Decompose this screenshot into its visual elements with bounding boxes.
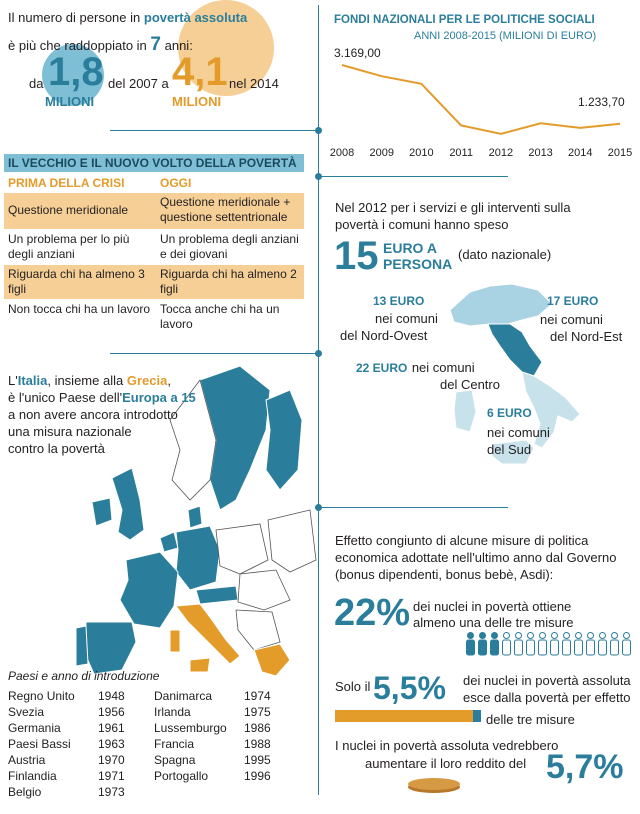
table-cell: Un problema degli anziani e dei giovani [160,232,299,261]
country-denmark [188,506,202,528]
x-tick-label: 2010 [409,147,434,159]
divider-top-left [110,130,320,131]
person-icon [513,632,524,656]
chart-subtitle: ANNI 2008-2015 (MILIONI DI EURO) [414,30,597,42]
country-row [8,784,148,800]
country-east [238,570,290,610]
country-finland [266,390,302,490]
x-tick-label: 2009 [369,147,394,159]
country-poland [216,524,268,574]
ne-text: del Nord-Est [550,329,623,344]
europe-text: contro la povertà [8,441,105,456]
country-row [8,720,148,736]
country-year: 1973 [98,785,125,799]
unit-2007: MILIONI [45,94,95,109]
unit-2014: MILIONI [172,94,222,109]
country-year: 1956 [98,705,125,719]
divider-top-right [318,176,508,177]
region-centre [488,324,542,376]
s-text: nei comuni [487,425,550,440]
country-year: 1986 [244,721,271,735]
text3: aumentare il loro reddito del [365,756,527,771]
europe-text: è l'unico Paese dell' [8,390,123,405]
person-icon [465,632,476,656]
people-icons [465,632,635,658]
europe-grecia: Grecia [126,373,168,388]
person-icon [477,632,488,656]
region-north [450,284,552,326]
pct-22-text: almeno una delle tre misure [413,615,574,630]
table-row [4,230,304,264]
country-year: 1963 [98,737,125,751]
country-row [154,720,304,736]
table-cell: Non tocca chi ha un lavoro [8,302,151,316]
europe-text: , insieme alla [47,373,124,388]
europe-text [8,372,171,389]
country-name: Irlanda [154,705,191,719]
ne-value: 17 EURO [547,294,599,308]
ne-text: nei comuni [540,312,603,327]
coin-icon [406,775,462,795]
text3: I nuclei in povertà assoluta vedrebbero [335,738,559,753]
nw-text: del Nord-Ovest [340,328,428,343]
x-tick-label: 2015 [607,147,633,159]
country-row [8,752,148,768]
poverty-text: del 2007 a [108,76,169,91]
table-row [4,265,304,299]
country-year: 1948 [98,689,125,703]
country-uk [112,468,144,540]
table-row [4,193,304,229]
country-greece [254,644,290,676]
value-2014: 4,1 [172,50,228,94]
divider-dot [315,350,322,357]
country-italy [176,604,240,664]
country-name: Lussemburgo [154,721,227,735]
divider-dot [315,173,322,180]
divider-mid-right [318,507,508,508]
table-cell: Tocca anche chi ha un lavoro [160,302,280,331]
pct-22-text: dei nuclei in povertà ottiene [413,599,572,614]
x-tick-label: 2008 [329,147,355,159]
country-name: Svezia [8,705,45,719]
table-header-row [4,176,304,192]
divider-mid-left [110,353,320,354]
country-name: Finlandia [8,769,57,783]
series-line [342,65,620,134]
c-label [356,359,475,377]
country-year: 1971 [98,769,125,783]
country-row [8,704,148,720]
country-name: Austria [8,753,46,767]
country-portugal [76,626,88,666]
poverty-text: da [29,76,44,91]
national-note: (dato nazionale) [458,247,552,262]
pct-5-7: 5,7% [546,748,624,786]
country-row [154,736,304,752]
person-icon [537,632,548,656]
person-icon [501,632,512,656]
s-text: del Sud [487,442,532,457]
country-row [8,736,148,752]
country-ireland [92,498,112,526]
c-value: 22 EURO [356,361,408,375]
x-tick-label: 2014 [568,147,593,159]
pct-5-5-text: delle tre misure [486,712,575,727]
country-list-left [8,688,148,800]
national-unit: PERSONA [383,256,453,272]
region-sardinia [454,390,476,432]
country-row [154,704,304,720]
person-icon [597,632,608,656]
table-cell: Un problema per lo più degli anziani [8,232,130,261]
value-2007: 1,8 [48,50,104,94]
country-name: Paesi Bassi [8,737,71,751]
person-icon [609,632,620,656]
comuni-intro: Nel 2012 per i servizi e gli interventi sulla povertà i comuni hanno speso [335,200,571,232]
person-icon [525,632,536,656]
europe-text: una misura nazionale [8,424,132,439]
x-tick-label: 2012 [488,147,514,159]
progress-bar [335,710,481,722]
legend-title: Paesi e anno di introduzione [8,669,160,683]
table-row [4,300,304,334]
country-austria [196,586,238,604]
country-year: 1996 [244,769,271,783]
col-header-today: OGGI [160,176,192,190]
nw-text: nei comuni [375,311,438,326]
country-row [154,688,304,704]
country-netherlands [160,532,178,552]
country-row [154,768,304,784]
poverty-text: è più che raddoppiato in [8,38,147,53]
country-balkans [236,610,280,650]
country-year: 1961 [98,721,125,735]
col-header-before: PRIMA DELLA CRISI [8,176,125,190]
nw-value: 13 EURO [373,294,425,308]
national-value: 15 [334,234,379,278]
country-year: 1970 [98,753,125,767]
country-year: 1974 [244,689,271,703]
country-row [154,752,304,768]
country-name: Danimarca [154,689,213,703]
pct-5-5-text: esce dalla povertà per effetto [463,690,631,705]
person-icon [561,632,572,656]
data-label-start: 3.169,00 [334,46,381,60]
country-list-right [154,688,304,784]
table-title: IL VECCHIO E IL NUOVO VOLTO DELLA POVERTÀ [4,154,304,172]
country-germany [176,526,220,590]
table-cell: Questione meridionale [8,203,129,217]
misure-intro: Effetto congiunto di alcune misure di politica economica adottate nell'ultimo anno dal Governo (bonus dipendenti, bonus bebè, Asdi): [335,533,617,582]
country-name: Germania [8,721,61,735]
table-cell: Riguarda chi ha almeno 3 figli [8,267,145,296]
europe-eu15: Europa a 15 [122,390,196,405]
table-cell: Riguarda chi ha almeno 2 figli [160,267,297,296]
data-label-end: 1.233,70 [578,95,625,109]
poverty-text: anni: [164,38,193,53]
country-spain [86,622,136,674]
progress-bar-fill [473,710,481,722]
chart-title: FONDI NAZIONALI PER LE POLITICHE SOCIALI [334,14,595,26]
person-icon [549,632,560,656]
poverty-text: Il numero di persone in [8,10,141,25]
country-name: Belgio [8,785,42,799]
line-chart [320,40,638,166]
national-unit: EURO A [383,240,437,256]
europe-text [8,389,196,406]
country-baltic [268,510,316,572]
country-name: Regno Unito [8,689,75,703]
country-year: 1995 [244,753,271,767]
pct-5-5-text: dei nuclei in povertà assoluta [463,673,631,688]
europe-italia: Italia [17,373,48,388]
c-text: del Centro [440,377,500,392]
country-sicily [190,658,210,672]
country-sardinia [170,630,180,652]
country-name: Spagna [154,753,196,767]
country-row [8,688,148,704]
poverty-years: 7 [150,34,161,55]
country-year: 1988 [244,737,271,751]
poverty-keyword: povertà assoluta [143,10,248,25]
c-text: nei comuni [411,360,475,375]
table-cell: Questione meridionale + questione settentrionale [160,195,291,224]
person-icon [489,632,500,656]
country-name: Francia [154,737,195,751]
person-icon [621,632,632,656]
country-name: Portogallo [154,769,209,783]
country-row [8,768,148,784]
country-france [120,552,178,628]
poverty-text: nel 2014 [229,76,279,91]
europe-text: , [167,373,171,388]
person-icon [573,632,584,656]
x-tick-label: 2011 [449,147,473,159]
country-year: 1975 [244,705,271,719]
europe-text: L' [8,373,18,388]
s-value: 6 EURO [487,406,532,420]
x-tick-label: 2013 [528,147,553,159]
europe-text: a non avere ancora introdotto [8,407,178,422]
person-icon [585,632,596,656]
solo-il: Solo il [335,679,371,694]
pct-5-5: 5,5% [373,670,446,706]
pct-22: 22% [334,592,411,634]
